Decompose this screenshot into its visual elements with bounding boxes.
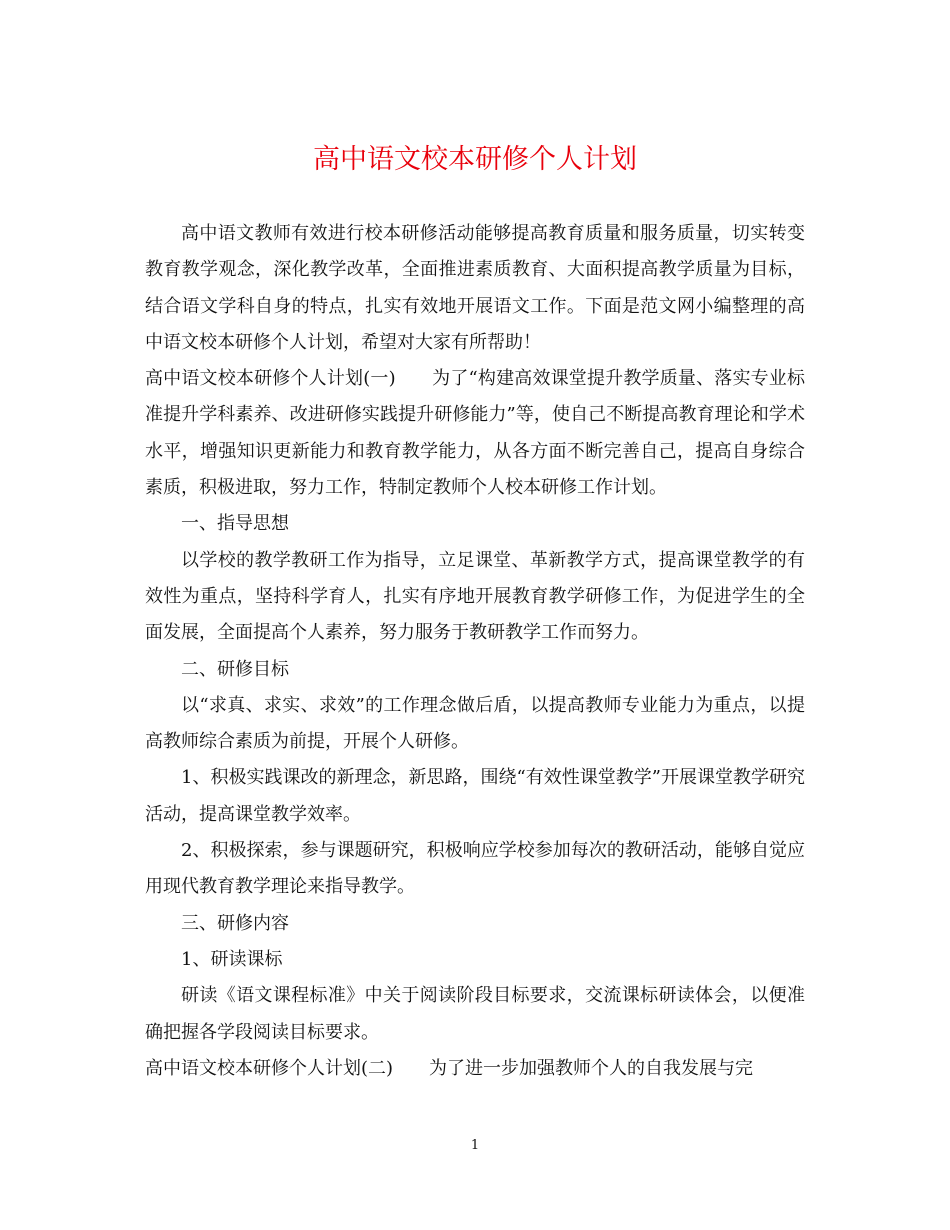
paragraph-guiding-thought: 以学校的教学教研工作为指导，立足课堂、革新教学方式，提高课堂教学的有效性为重点，坚持科学育人，扎实有序地开展教育教学研修工作，为促进学生的全面发展，全面提高个人素养，努力服务于教研教学工作而努力。 (145, 549, 805, 644)
document-body (145, 216, 805, 1087)
document-title: 高中语文校本研修个人计划 (313, 144, 637, 175)
heading-study-content: 三、研修内容 (181, 912, 289, 934)
paragraph-plan-one: 高中语文校本研修个人计划(一) 为了“构建高效课堂提升教学质量、落实专业标准提升学科素养、改进研修实践提升研修能力”等，使自己不断提高教育理论和学术水平，增强知识更新能力和教育教学能力，从各方面不断完善自己，提高自身综合素质，积极进取，努力工作，特制定教师个人校本研修工作计划。 (145, 368, 805, 499)
paragraph-intro: 高中语文教师有效进行校本研修活动能够提高教育质量和服务质量，切实转变教育教学观念，深化教学改革，全面推进素质教育、大面积提高教学质量为目标，结合语文学科自身的特点，扎实有效地开展语文工作。下面是范文网小编整理的高中语文校本研修个人计划，希望对大家有所帮助！ (145, 223, 805, 353)
page-number: 1 (470, 1138, 480, 1153)
heading-study-goals: 二、研修目标 (181, 658, 289, 680)
subheading-read-standards: 1、研读课标 (181, 948, 283, 970)
list-item-goal-2: 2、积极探索，参与课题研究，积极响应学校参加每次的教研活动，能够自觉应用现代教育教学理论来指导教学。 (145, 840, 805, 898)
heading-guiding-thought: 一、指导思想 (181, 513, 289, 535)
paragraph-read-standards: 研读《语文课程标准》中关于阅读阶段目标要求，交流课标研读体会，以便准确把握各学段阅读目标要求。 (145, 985, 805, 1043)
paragraph-plan-two: 高中语文校本研修个人计划(二) 为了进一步加强教师个人的自我发展与完 (145, 1057, 754, 1079)
list-item-goal-1: 1、积极实践课改的新理念，新思路，围绕“有效性课堂教学”开展课堂教学研究活动，提高课堂教学效率。 (145, 767, 805, 825)
paragraph-study-goals: 以“求真、求实、求效”的工作理念做后盾，以提高教师专业能力为重点，以提高教师综合素质为前提，开展个人研修。 (145, 694, 805, 753)
